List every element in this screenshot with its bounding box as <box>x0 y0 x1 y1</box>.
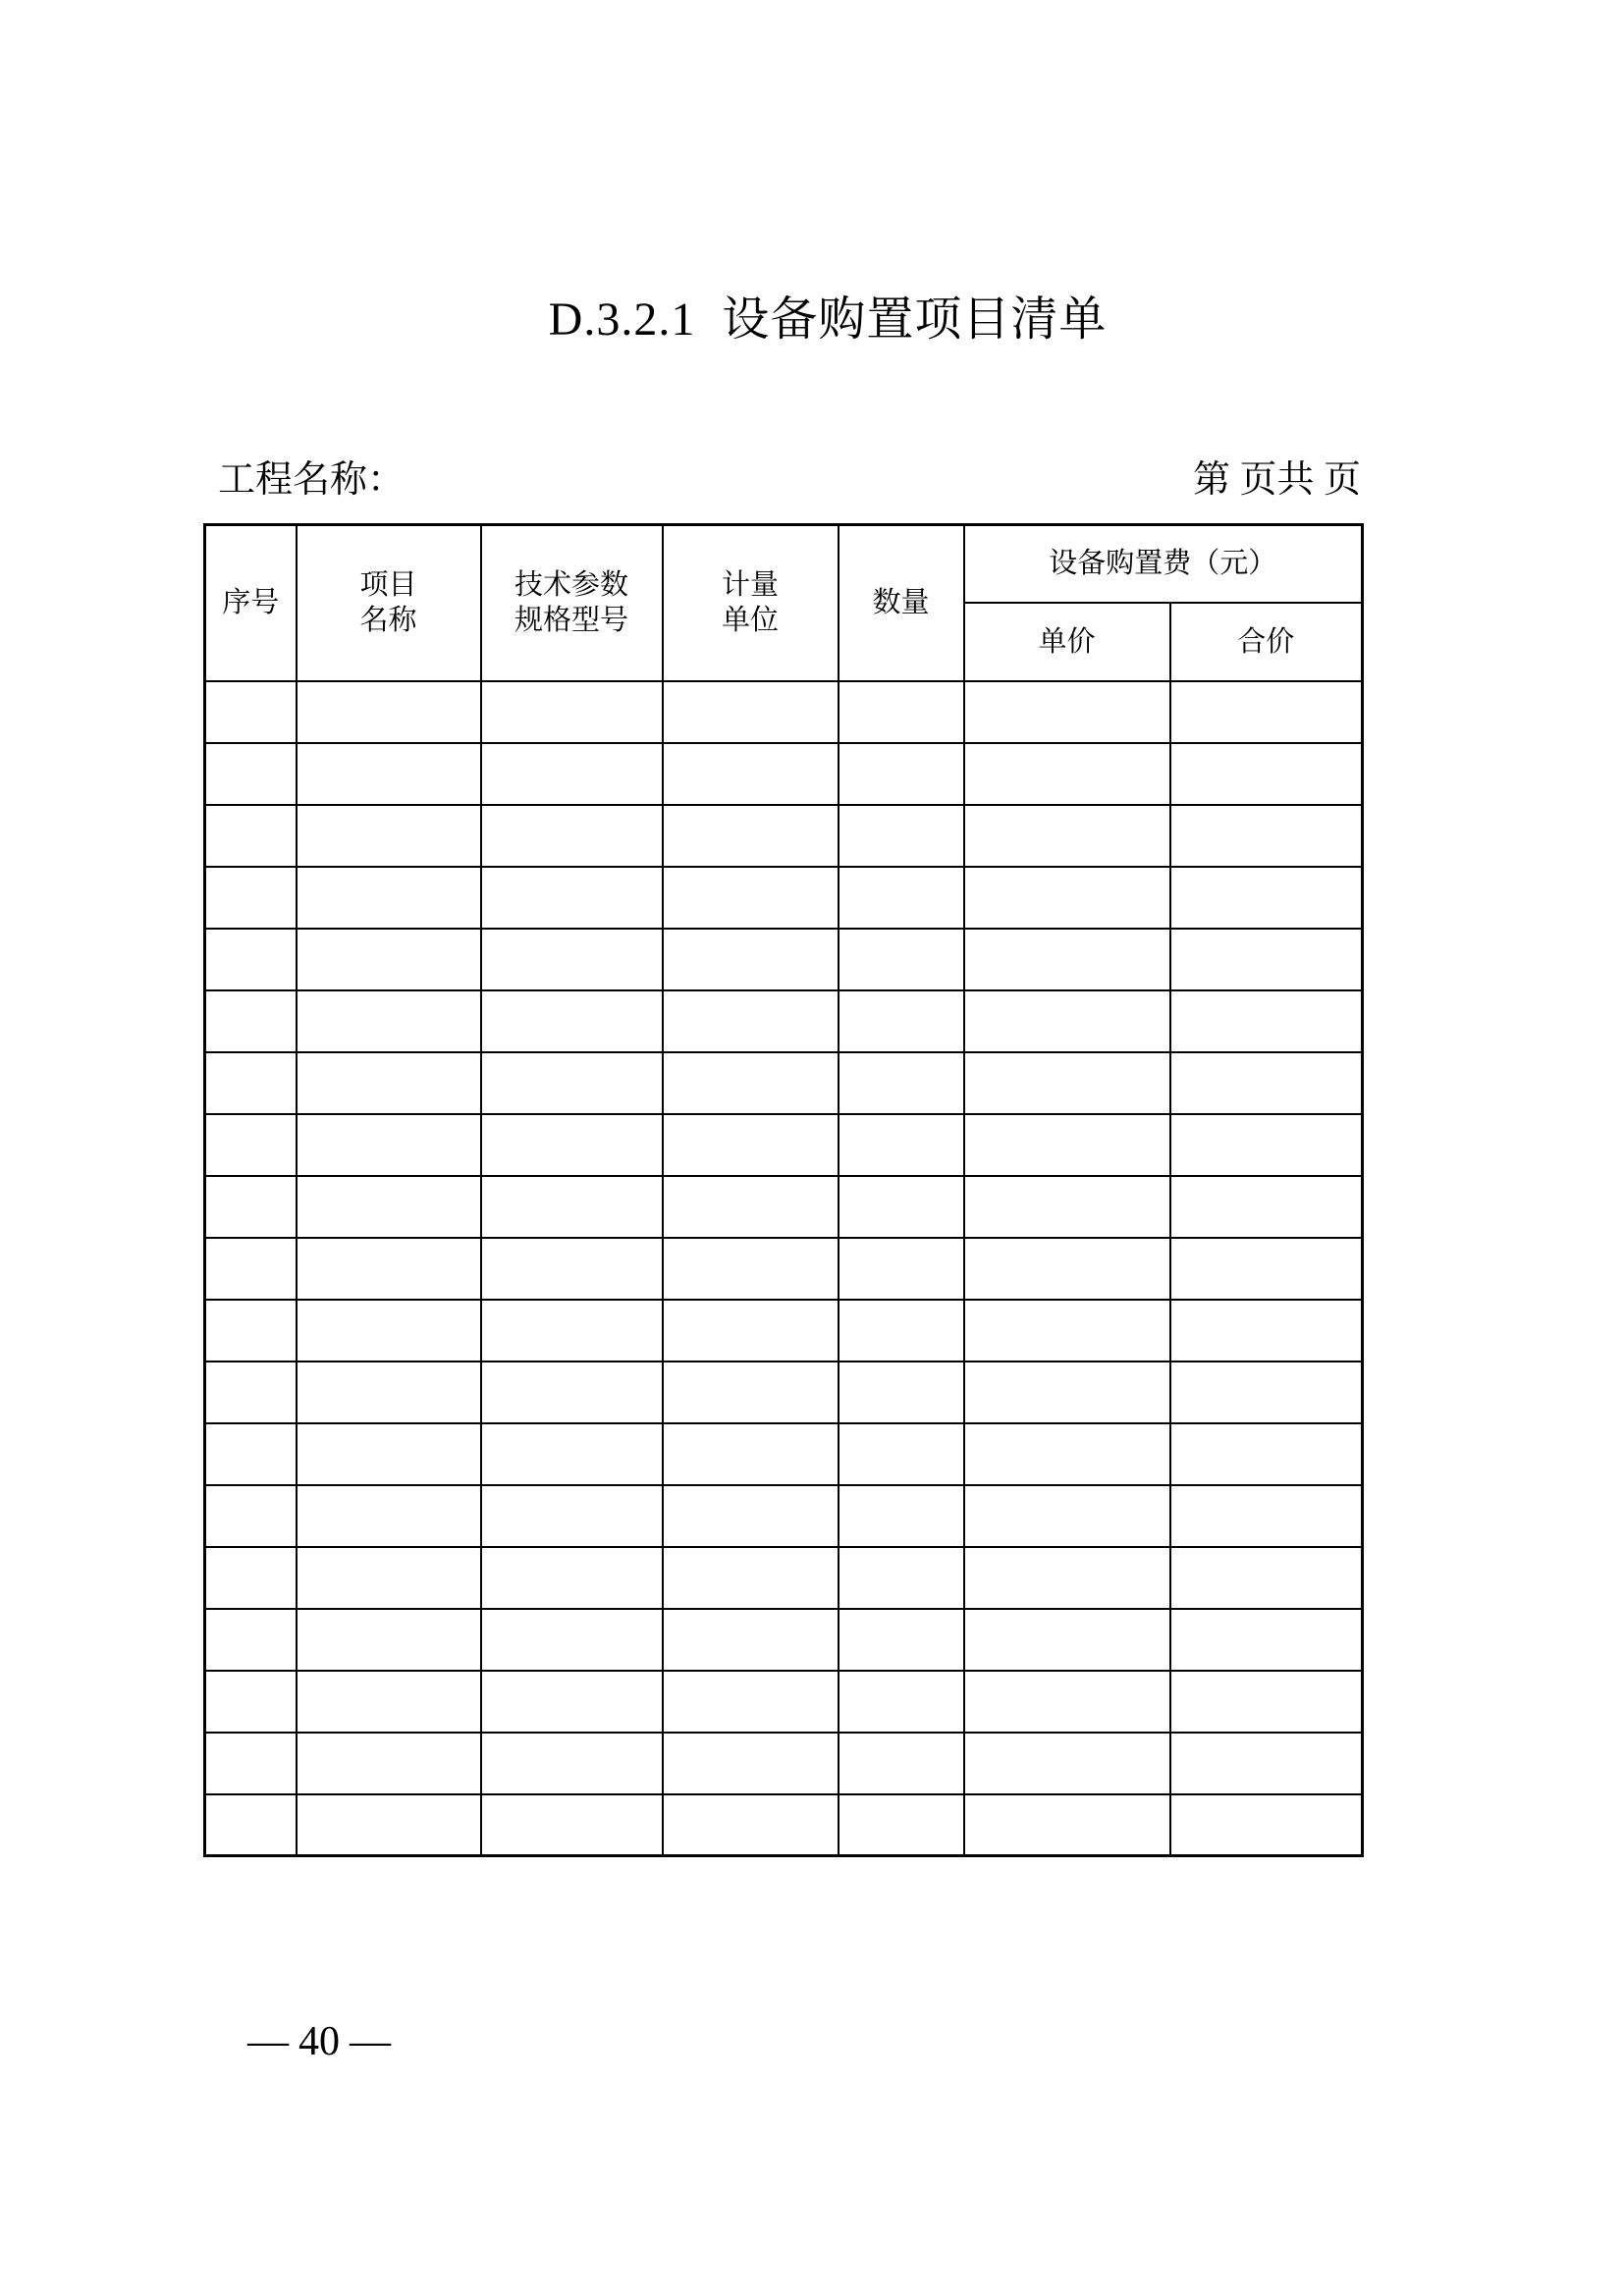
empty-cell <box>1170 1547 1363 1609</box>
project-name-label: 工程名称： <box>218 459 406 501</box>
empty-cell <box>964 1362 1170 1423</box>
empty-cell <box>964 1671 1170 1733</box>
page-number-footer <box>247 2018 391 2065</box>
header-total-price <box>1170 603 1363 681</box>
empty-cell <box>964 929 1170 990</box>
empty-cell <box>297 929 481 990</box>
empty-cell <box>1170 743 1363 805</box>
empty-cell <box>1170 1423 1363 1485</box>
header-quantity <box>839 525 964 681</box>
empty-cell <box>297 1671 481 1733</box>
empty-cell <box>205 1733 297 1794</box>
table-row <box>205 1176 1363 1238</box>
empty-cell <box>663 1300 839 1362</box>
empty-cell <box>839 990 964 1052</box>
table-header <box>205 525 1363 681</box>
empty-cell <box>663 1176 839 1238</box>
empty-cell <box>964 681 1170 743</box>
empty-cell <box>839 1423 964 1485</box>
empty-cell <box>297 1794 481 1856</box>
empty-cell <box>297 1733 481 1794</box>
empty-cell <box>663 1423 839 1485</box>
empty-cell <box>481 1362 663 1423</box>
empty-cell <box>1170 1238 1363 1300</box>
empty-cell <box>481 1423 663 1485</box>
empty-cell <box>663 681 839 743</box>
empty-cell <box>964 1114 1170 1176</box>
empty-cell <box>663 1238 839 1300</box>
empty-cell <box>297 681 481 743</box>
empty-cell <box>1170 1485 1363 1547</box>
table-row <box>205 867 1363 929</box>
header-row-1 <box>205 525 1363 603</box>
empty-cell <box>663 1485 839 1547</box>
table-row <box>205 805 1363 867</box>
empty-cell <box>481 1671 663 1733</box>
empty-cell <box>839 1052 964 1114</box>
empty-cell <box>663 1114 839 1176</box>
empty-cell <box>205 1052 297 1114</box>
empty-cell <box>1170 1794 1363 1856</box>
empty-cell <box>1170 805 1363 867</box>
table-row <box>205 743 1363 805</box>
empty-cell <box>205 867 297 929</box>
empty-cell <box>839 1609 964 1671</box>
empty-cell <box>964 1609 1170 1671</box>
empty-cell <box>481 681 663 743</box>
header-unit-line2: 单位 <box>721 605 779 637</box>
empty-cell <box>481 743 663 805</box>
table-row <box>205 1114 1363 1176</box>
empty-cell <box>1170 1300 1363 1362</box>
table-row <box>205 1733 1363 1794</box>
empty-cell <box>205 929 297 990</box>
table-row <box>205 1485 1363 1547</box>
empty-cell <box>663 1609 839 1671</box>
empty-cell <box>481 1794 663 1856</box>
empty-cell <box>663 929 839 990</box>
empty-cell <box>839 1794 964 1856</box>
header-measure-unit <box>663 525 839 681</box>
table-caption-row <box>203 457 1361 503</box>
header-total-price-label: 合价 <box>1237 625 1295 658</box>
empty-cell <box>964 1485 1170 1547</box>
empty-cell <box>481 1052 663 1114</box>
header-item-line1: 项目 <box>359 569 417 602</box>
header-serial-label: 序号 <box>222 587 280 619</box>
empty-cell <box>964 743 1170 805</box>
empty-cell <box>481 1609 663 1671</box>
empty-cell <box>297 1300 481 1362</box>
table-body <box>205 681 1363 1856</box>
empty-cell <box>1170 929 1363 990</box>
empty-cell <box>205 681 297 743</box>
table-row <box>205 929 1363 990</box>
empty-cell <box>481 990 663 1052</box>
header-item-name <box>297 525 481 681</box>
empty-cell <box>297 743 481 805</box>
empty-cell <box>205 1609 297 1671</box>
empty-cell <box>839 743 964 805</box>
header-spec-line2: 规格型号 <box>514 605 628 637</box>
empty-cell <box>297 1114 481 1176</box>
empty-cell <box>297 1052 481 1114</box>
empty-cell <box>297 1176 481 1238</box>
empty-cell <box>964 1176 1170 1238</box>
empty-cell <box>839 1485 964 1547</box>
table-row <box>205 1238 1363 1300</box>
empty-cell <box>481 1300 663 1362</box>
empty-cell <box>205 1362 297 1423</box>
footer-dash-left: — <box>247 2019 289 2064</box>
header-serial-number <box>205 525 297 681</box>
empty-cell <box>839 1300 964 1362</box>
header-unit-price-label: 单价 <box>1038 625 1096 658</box>
empty-cell <box>1170 1362 1363 1423</box>
equipment-purchase-table <box>203 523 1364 1857</box>
empty-cell <box>297 1362 481 1423</box>
empty-cell <box>1170 1671 1363 1733</box>
empty-cell <box>205 1671 297 1733</box>
table-row <box>205 1362 1363 1423</box>
header-quantity-label: 数量 <box>872 587 930 619</box>
empty-cell <box>1170 1114 1363 1176</box>
empty-cell <box>205 1423 297 1485</box>
empty-cell <box>663 1547 839 1609</box>
empty-cell <box>839 1671 964 1733</box>
empty-cell <box>481 1733 663 1794</box>
empty-cell <box>1170 990 1363 1052</box>
table-row <box>205 1671 1363 1733</box>
empty-cell <box>297 1609 481 1671</box>
header-fee-group-label: 设备购置费（元） <box>1049 548 1277 580</box>
table-row <box>205 1052 1363 1114</box>
empty-cell <box>663 805 839 867</box>
empty-cell <box>839 1238 964 1300</box>
empty-cell <box>964 1300 1170 1362</box>
empty-cell <box>964 1733 1170 1794</box>
empty-cell <box>964 1794 1170 1856</box>
empty-cell <box>663 1671 839 1733</box>
empty-cell <box>1170 1176 1363 1238</box>
footer-page-number: 40 <box>298 2019 340 2064</box>
empty-cell <box>1170 1052 1363 1114</box>
empty-cell <box>663 1733 839 1794</box>
empty-cell <box>481 1238 663 1300</box>
empty-cell <box>964 1423 1170 1485</box>
header-spec-model <box>481 525 663 681</box>
table-row <box>205 1794 1363 1856</box>
table-row <box>205 990 1363 1052</box>
table-row <box>205 1609 1363 1671</box>
empty-cell <box>205 1485 297 1547</box>
empty-cell <box>839 1114 964 1176</box>
empty-cell <box>297 805 481 867</box>
empty-cell <box>839 867 964 929</box>
empty-cell <box>964 1238 1170 1300</box>
empty-cell <box>663 1362 839 1423</box>
empty-cell <box>839 1176 964 1238</box>
empty-cell <box>205 743 297 805</box>
header-unit-line1: 计量 <box>721 569 779 602</box>
empty-cell <box>1170 867 1363 929</box>
empty-cell <box>205 1176 297 1238</box>
empty-cell <box>839 1362 964 1423</box>
empty-cell <box>481 1547 663 1609</box>
empty-cell <box>481 867 663 929</box>
empty-cell <box>663 867 839 929</box>
empty-cell <box>964 805 1170 867</box>
empty-cell <box>205 805 297 867</box>
table-row <box>205 1300 1363 1362</box>
empty-cell <box>1170 681 1363 743</box>
empty-cell <box>205 1114 297 1176</box>
empty-cell <box>663 1052 839 1114</box>
empty-cell <box>1170 1609 1363 1671</box>
empty-cell <box>297 867 481 929</box>
empty-cell <box>297 1485 481 1547</box>
empty-cell <box>205 1300 297 1362</box>
empty-cell <box>663 743 839 805</box>
empty-cell <box>839 929 964 990</box>
table-row <box>205 681 1363 743</box>
empty-cell <box>297 1547 481 1609</box>
empty-cell <box>205 1238 297 1300</box>
empty-cell <box>663 1794 839 1856</box>
page-indicator: 第 页共 页 <box>1192 459 1361 501</box>
empty-cell <box>481 1485 663 1547</box>
empty-cell <box>297 1423 481 1485</box>
empty-cell <box>663 990 839 1052</box>
empty-cell <box>205 1794 297 1856</box>
empty-cell <box>839 1733 964 1794</box>
header-unit-price <box>964 603 1170 681</box>
table-row <box>205 1547 1363 1609</box>
empty-cell <box>964 1052 1170 1114</box>
table-row <box>205 1423 1363 1485</box>
footer-dash-right: — <box>350 2019 391 2064</box>
empty-cell <box>297 1238 481 1300</box>
header-spec-line1: 技术参数 <box>514 569 628 602</box>
empty-cell <box>964 990 1170 1052</box>
page-title: D.3.2.1 设备购置项目清单 <box>548 294 1108 346</box>
empty-cell <box>205 990 297 1052</box>
empty-cell <box>481 1114 663 1176</box>
empty-cell <box>839 1547 964 1609</box>
empty-cell <box>205 1547 297 1609</box>
empty-cell <box>839 805 964 867</box>
empty-cell <box>964 1547 1170 1609</box>
empty-cell <box>481 1176 663 1238</box>
empty-cell <box>1170 1733 1363 1794</box>
empty-cell <box>964 867 1170 929</box>
header-item-line2: 名称 <box>359 605 417 637</box>
empty-cell <box>481 805 663 867</box>
empty-cell <box>481 929 663 990</box>
empty-cell <box>839 681 964 743</box>
header-fee-group <box>964 525 1363 603</box>
empty-cell <box>297 990 481 1052</box>
